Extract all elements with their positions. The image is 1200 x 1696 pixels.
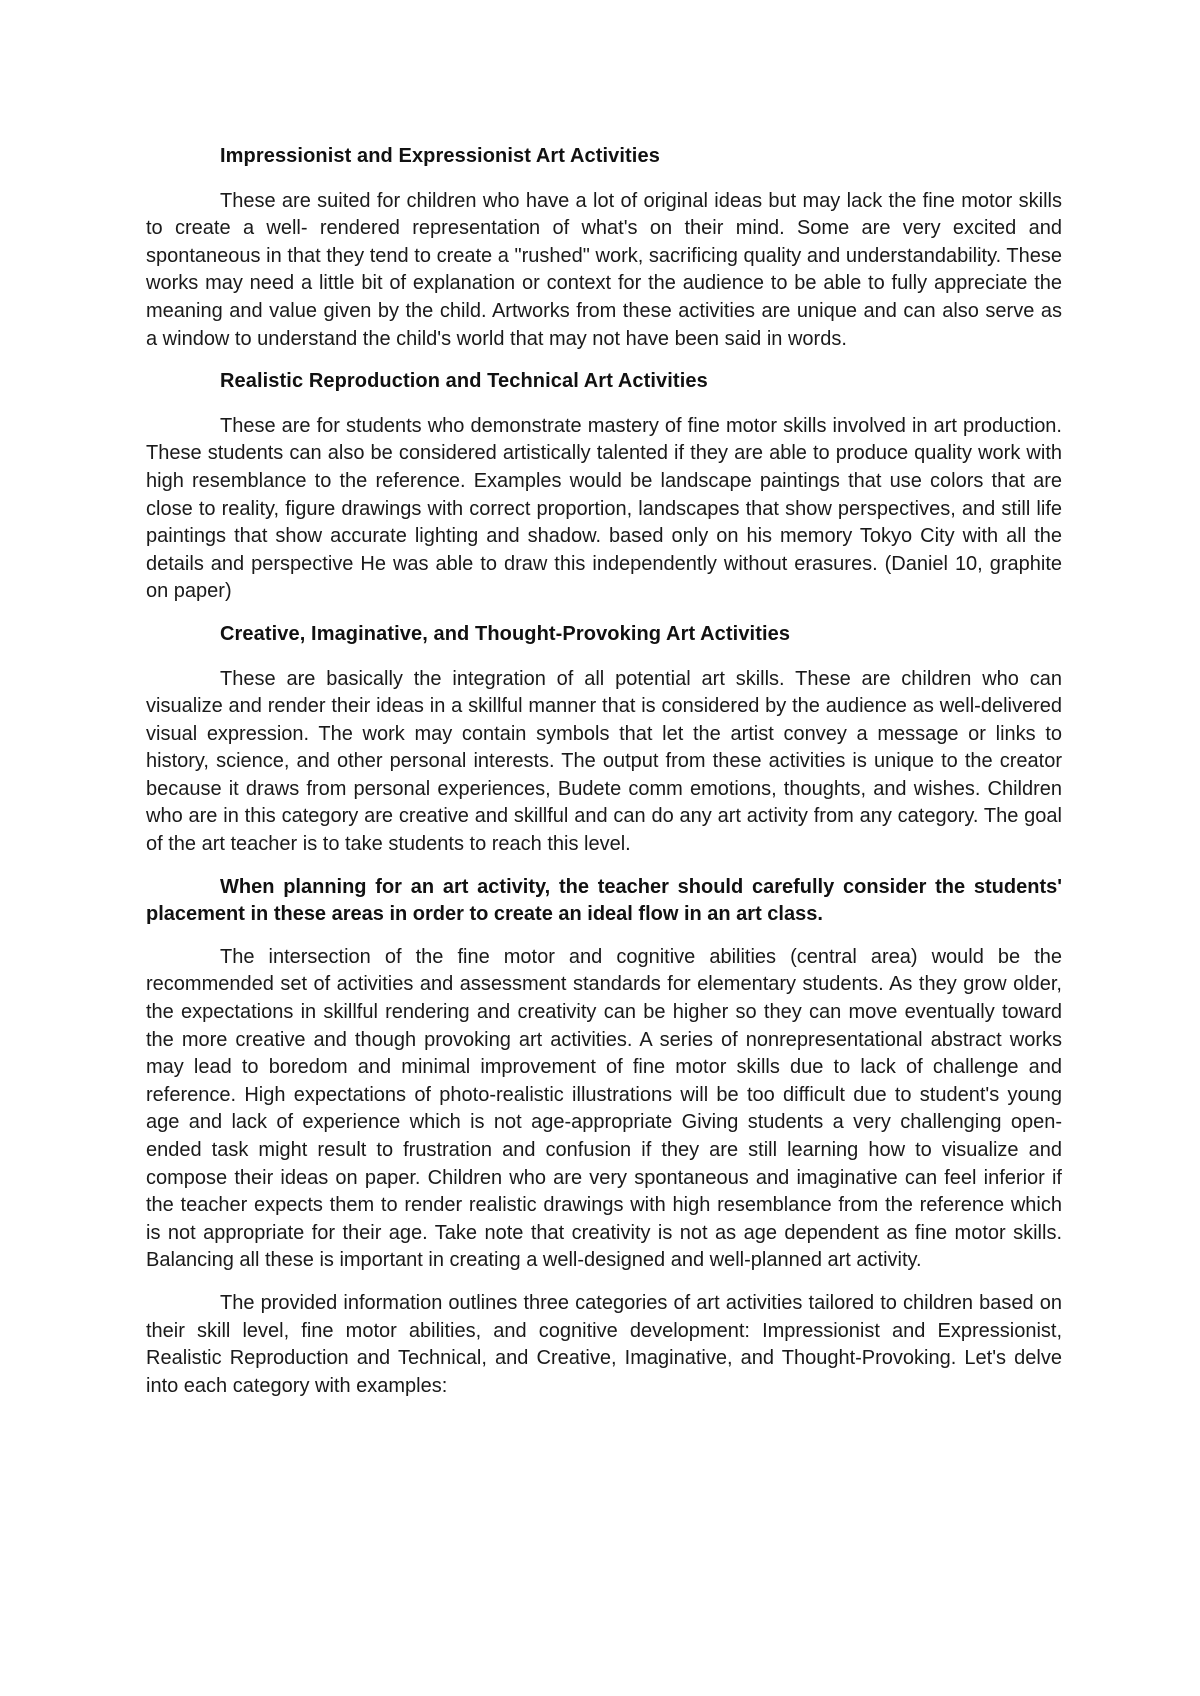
planning-note: When planning for an art activity, the teacher should carefully consider the students' placement in these areas in order to create an ideal flow in an art class. xyxy=(146,875,1062,926)
section-heading-realistic: Realistic Reproduction and Technical Art Activities xyxy=(220,370,708,393)
section-heading-impressionist: Impressionist and Expressionist Art Activities xyxy=(220,145,660,167)
section-body-realistic: These are for students who demonstrate mastery of fine motor skills involved in art production. These students can also be considered artistically talented if they are able to produce quality work with high resemblance to the reference. Examples would be landscape paintings that use colors that are close to reality, figure drawings with correct proportion, landscapes that show perspectives, and still life paintings that show accurate lighting and shadow. based only on his memory Tokyo City with all the details and perspective He was able to draw this independently without erasures. (Daniel 10, graphite on paper) xyxy=(146,414,1062,603)
section-heading-creative: Creative, Imaginative, and Thought-Provoking Art Activities xyxy=(220,622,791,645)
section-body-creative: These are basically the integration of all potential art skills. These are children who can visualize and render their ideas in a skillful manner that is considered by the audience as well-delivered visual expression. The work may contain symbols that let the artist convey a message or links to history, science, and other personal interests. The output from these activities is unique to the creator because it draws from personal experiences, Budete comm emotions, thoughts, and wishes. Children who are in this category are creative and skillful and can do any art activity from any category. The goal of the art teacher is to take students to reach this level. xyxy=(146,667,1062,856)
section-body-impressionist: These are suited for children who have a lot of original ideas but may lack the fine motor skills to create a well- rendered representation of what's on their mind. Some are very excited and spontaneous in that they tend to create a "rushed" work, sacrificing quality and understandability. These works may need a little bit of explanation or context for the audience to be able to fully appreciate the meaning and value given by the child. Artworks from these activities are unique and can also serve as a window to understand the child's world that may not have been said in words. xyxy=(146,189,1062,350)
document-page xyxy=(146,143,1062,1415)
intersection-paragraph: The intersection of the fine motor and cognitive abilities (central area) would be the recommended set of activities and assessment standards for elementary students. As they grow older, the expectations in skillful rendering and creativity can be higher so they can move eventually toward the more creative and though provoking art activities. A series of nonrepresentational abstract works may lead to boredom and minimal improvement of fine motor skills due to lack of challenge and reference. High expectations of photo-realistic illustrations will be too difficult due to student's young age and lack of experience which is not age-appropriate Giving students a very challenging open-ended task might result to frustration and confusion if they are still learning how to visualize and compose their ideas on paper. Children who are very spontaneous and imaginative can feel inferior if the teacher expects them to render realistic drawings with high resemblance from the reference which is not appropriate for their age. Take note that creativity is not as age dependent as fine motor skills. Balancing all these is important in creating a well-designed and well-planned art activity. xyxy=(146,945,1062,1272)
summary-paragraph: The provided information outlines three categories of art activities tailored to children based on their skill level, fine motor abilities, and cognitive development: Impressionist and Expressionist, Realistic Reproduction and Technical, and Creative, Imaginative, and Thought-Provoking. Let's delve into each category with examples: xyxy=(146,1291,1062,1397)
